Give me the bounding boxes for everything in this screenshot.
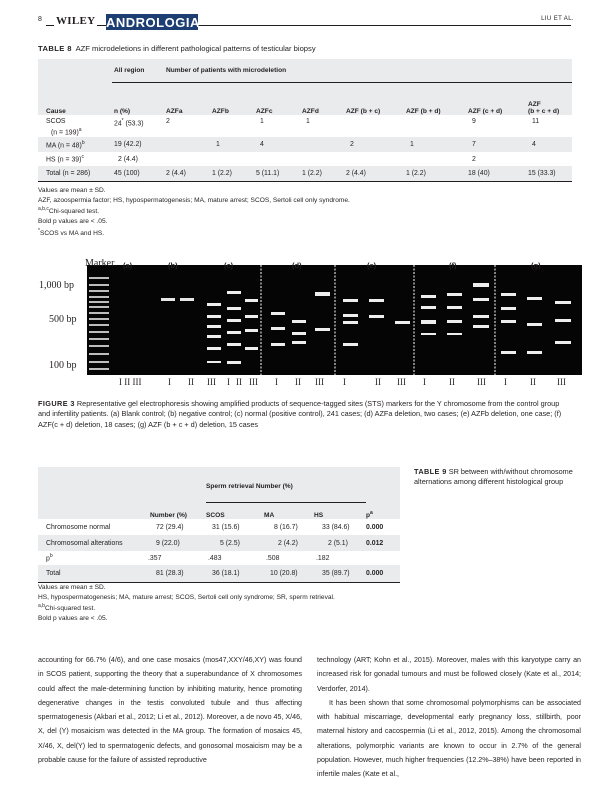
- lane-labels: I II III I II III I II III I II III I II III I II III I II III: [119, 377, 566, 387]
- table8-title: AZF microdeletions in different pathological patterns of testicular biopsy: [75, 44, 316, 53]
- table8-col-azf-bcd-line2: (b + c + d): [528, 108, 560, 115]
- body-paragraph: technology (ART; Kohn et al., 2015). Moreover, males with this karyotype carry an increased risk for gonadal tumours and must be followed closely (Kate et al., 2014; Verdorfer, 2014).: [317, 656, 581, 693]
- table9-col-ma: MA: [264, 502, 314, 519]
- size-100bp: 100 bp: [49, 360, 77, 371]
- table8-col-azfb: AZFb: [212, 82, 256, 115]
- publisher-logo: WILEY: [56, 15, 96, 27]
- table9-col-p: $p^a$: [366, 502, 400, 519]
- table8: [38, 59, 572, 182]
- table-row: Chromosomal alterations 9 (22.0) 5 (2.5) 2 (4.2) 2 (5.1) 0.012: [38, 535, 400, 551]
- table8-col-azfa: AZFa: [166, 82, 212, 115]
- running-header: [38, 14, 578, 38]
- table9-group: Sperm retrieval Number (%): [206, 467, 366, 502]
- table9-col-number: Number (%): [142, 502, 206, 519]
- footnote: $^{a,b}$Chi-squared test.: [38, 603, 96, 613]
- figure3-gel: [37, 259, 582, 394]
- table9-label: TABLE 9: [414, 467, 447, 476]
- panel-f-label: (f): [449, 261, 457, 270]
- footnote: Values are mean ± SD.: [38, 187, 106, 194]
- table9-col-scos: SCOS: [206, 502, 264, 519]
- row-n: 24* (53.3): [112, 115, 166, 137]
- table8-col-azfd: AZFd: [302, 82, 346, 115]
- table8-col-n: n (%): [112, 82, 166, 115]
- table-row: SCOS (n = 199)$^a$ 24* (53.3) 2 1 1 9 11: [38, 115, 572, 137]
- body-right-column: [317, 653, 581, 781]
- body-left-column: [38, 653, 302, 767]
- row-cause: HS (n = 39)$^c$: [38, 152, 112, 166]
- author-short: LIU ET AL.: [541, 16, 574, 22]
- table9: [38, 467, 400, 583]
- row-cause: SCOS: [46, 117, 66, 125]
- footnote: *SCOS vs MA and HS.: [38, 227, 105, 237]
- table-row: MA (n = 48)$^b$ 19 (42.2) 1 4 2 1 7 4: [38, 137, 572, 152]
- panel-d-label: (d): [292, 261, 302, 270]
- panel-e-label: (e): [367, 261, 377, 270]
- table-row: Chromosome normal 72 (29.4) 31 (15.6) 8 (16.7) 33 (84.6) 0.000: [38, 519, 400, 535]
- row-cause: MA (n = 48)$^b$: [38, 137, 112, 152]
- table8-col-azf-bc: AZF (b + c): [346, 82, 406, 115]
- table8-caption: [38, 44, 316, 53]
- footnote: Values are mean ± SD.: [38, 584, 106, 591]
- table8-footnotes: [38, 186, 350, 238]
- marker-label: Marker: [85, 258, 115, 269]
- size-1000bp: 1,000 bp: [39, 280, 74, 291]
- footnote: Bold p values are < .05.: [38, 217, 108, 225]
- footnote: HS, hypospermatogenesis; MA, mature arrest; SCOS, Sertoli cell only syndrome; SR, sperm retrieval.: [38, 593, 335, 601]
- page-number: 8: [38, 16, 42, 23]
- journal-logo: ANDROLOGIA: [106, 15, 200, 30]
- gel-image: [37, 259, 582, 394]
- table-row: $p^b$ .357 .483 .508 .182: [38, 551, 400, 565]
- table-row-total: Total (n = 286) 45 (100) 2 (4.4) 1 (2.2) 5 (11.1) 1 (2.2) 2 (4.4) 1 (2.2) 18 (40) 15 (33.3): [38, 166, 572, 181]
- table9-title: SR between with/without chromosome alternations among different histological group: [414, 467, 573, 487]
- row-cause-sub: (n = 199)$^a$: [51, 126, 82, 136]
- panel-c-label: (c): [224, 261, 234, 270]
- figure3-label: FIGURE 3: [38, 399, 75, 408]
- footnote: Bold p values are < .05.: [38, 614, 108, 622]
- table8-col-azf-bd: AZF (b + d): [406, 82, 468, 115]
- table8-col-azf-cd: AZF (c + d): [468, 82, 528, 115]
- panel-b-label: (b): [168, 261, 178, 270]
- panel-g-label: (g): [531, 261, 541, 270]
- table8-col-azfc: AZFc: [256, 82, 302, 115]
- table9-col-hs: HS: [314, 502, 366, 519]
- size-500bp: 500 bp: [49, 314, 77, 325]
- body-paragraph: accounting for 66.7% (4/6), and one case mosaics (mos47,XXY/46,XY) was found in SCOS patient, supporting the theory that a superabundance of X chromosomes could affect the male-determining function by inhibiting maturity, hence promoting degenerative changes in the testis convoluted tubule and thus affecting spermatogenesis (Akbari et al., 2012; Li et al., 2012). Moreover, a de novo 45, X/46, X, del (Y) mosaicism was detected in the MA group. The formation of mosaics 45, X/46, X, del(Y) led to spermatogenic defects, and gonosomal mosaicism may be a probable cause for the failure of assisted reproductive: [38, 656, 302, 764]
- table8-group-micro: Number of patients with microdeletion: [166, 59, 572, 82]
- table8-col-azf-bcd-line1: AZF: [528, 101, 541, 108]
- table8-col-cause: Cause: [38, 82, 112, 115]
- table8-col-azf-bcd: [528, 82, 572, 115]
- figure3-caption-text: Representative gel electrophoresis showing amplified products of sequence-tagged sites (STS) markers for the Y chromosome from the control group and infertility patients. (a) Blank control; (b) negative control; (c) normal (positive control), 241 cases; (d) AZFa deletion, two cases; (e) AZFb deletion, one case; (f) AZF(c + d) deletion, 18 cases; (g) AZF (b + c + d) deletion, 15 cases: [38, 399, 562, 429]
- table8-group-all: All region: [112, 59, 166, 82]
- table-row-total: Total 81 (28.3) 36 (18.1) 10 (20.8) 35 (89.7) 0.000: [38, 565, 400, 582]
- table8-label: TABLE 8: [38, 44, 72, 53]
- body-paragraph: It has been shown that some chromosomal polymorphisms can be associated with habitual miscarriage, developmental early pregnancy loss, stillbirth, poor maternal history and cacospermia (Li et al., 2012, 2015). Among the chromosomal alterations, polymorphic variants are known to occur in 2.7% of the general population. However, much higher frequencies (12.2%–38%) have been reported in infertile males (Kate et al.,: [317, 698, 581, 778]
- footnote: AZF, azoospermia factor; HS, hypospermatogenesis; MA, mature arrest; SCOS, Sertoli cell only syndrome.: [38, 196, 350, 204]
- figure3-caption: [38, 399, 570, 430]
- footnote: $^{a,b,c}$Chi-squared test.: [38, 206, 100, 216]
- table-row: HS (n = 39)$^c$ 2 (4.4) 2: [38, 152, 572, 166]
- panel-a-label: (a): [123, 261, 133, 270]
- table9-caption: [414, 467, 584, 487]
- table9-footnotes: [38, 583, 335, 624]
